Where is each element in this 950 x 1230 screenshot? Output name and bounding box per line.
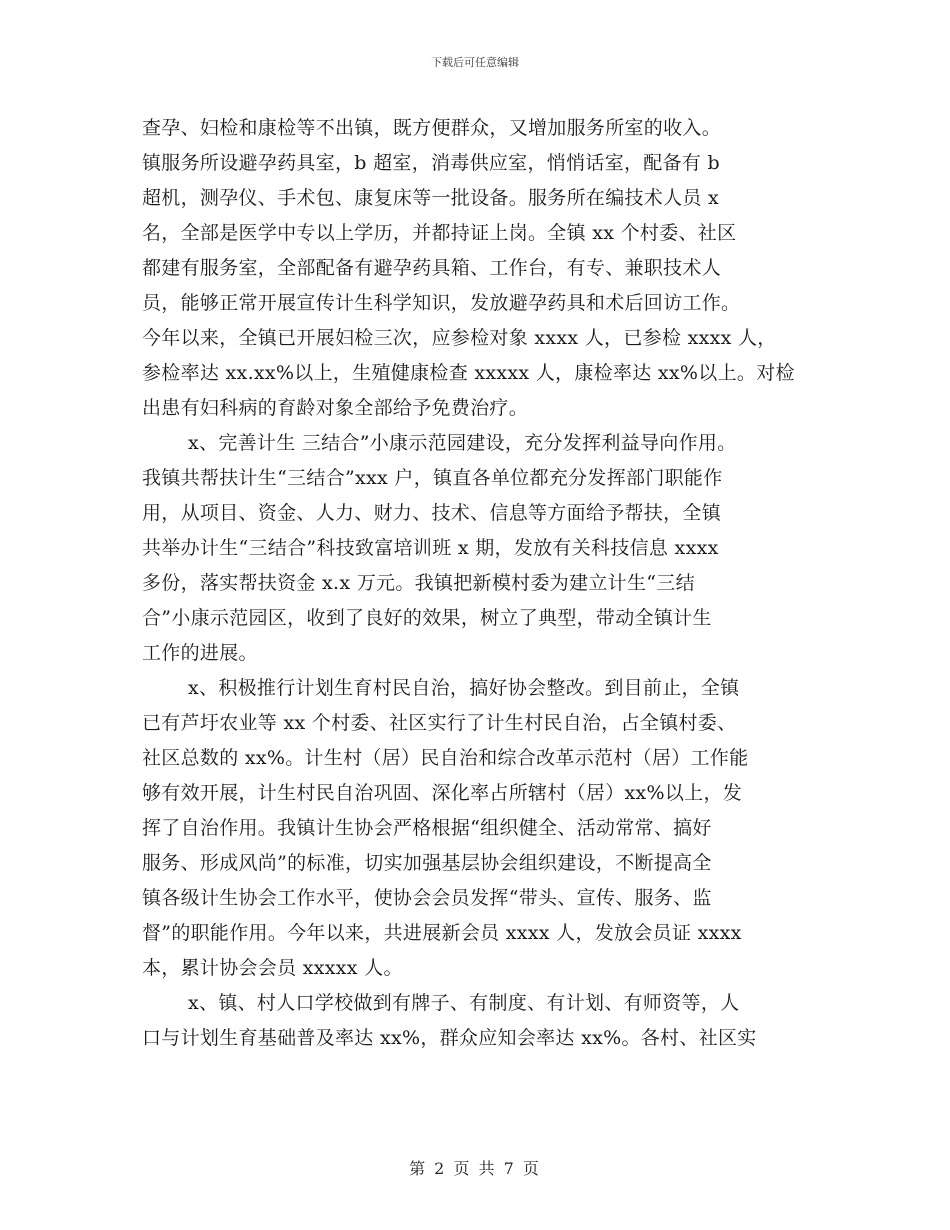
text-line: 参检率达 xx.xx%以上，生殖健康检查 xxxxx 人，康检率达 xx%以上。对检 (142, 362, 795, 384)
document-body (142, 111, 822, 1056)
text-line: 督”的职能作用。今年以来，共进展新会员 xxxx 人，发放会员证 xxxx (142, 922, 742, 944)
text-line: 名，全部是医学中专以上学历，并都持证上岗。全镇 xx 个村委、社区 (142, 222, 737, 244)
page-footer: 第 2 页 共 7 页 (409, 1159, 541, 1178)
text-line: 共举办计生“三结合”科技致富培训班 x 期，发放有关科技信息 xxxx (142, 537, 719, 559)
text-line: 都建有服务室，全部配备有避孕药具箱、工作台，有专、兼职技术人 (142, 257, 722, 279)
text-line: 社区总数的 xx%。计生村（居）民自治和综合改革示范村（居）工作能 (142, 747, 749, 769)
text-line: 今年以来，全镇已开展妇检三次，应参检对象 xxxx 人，已参检 xxxx 人， (142, 327, 777, 349)
paragraph-first-line: x、完善计生 三结合”小康示范园建设，充分发挥利益导向作用。 (188, 432, 737, 454)
text-line: 口与计划生育基础普及率达 xx%，群众应知会率达 xx%。各村、社区实 (142, 1027, 757, 1049)
text-line: 本，累计协会会员 xxxxx 人。 (142, 957, 403, 979)
text-line: 工作的进展。 (142, 642, 258, 664)
text-line: 镇各级计生协会工作水平，使协会会员发挥“带头、宣传、服务、监 (142, 887, 712, 909)
text-line: 服务、形成风尚”的标准，切实加强基层协会组织建设，不断提高全 (142, 852, 712, 874)
text-line: 够有效开展，计生村民自治巩固、深化率占所辖村（居）xx%以上，发 (142, 782, 743, 804)
paragraph-first-line: x、镇、村人口学校做到有牌子、有制度、有计划、有师资等，人 (188, 992, 740, 1014)
text-line: 出患有妇科病的育龄对象全部给予免费治疗。 (142, 397, 529, 419)
text-line: 我镇共帮扶计生“三结合”xxx 户，镇直各单位都充分发挥部门职能作 (142, 467, 723, 489)
text-line: 查孕、妇检和康检等不出镇，既方便群众，又增加服务所室的收入。 (142, 117, 722, 139)
text-line: 合”小康示范园区，收到了良好的效果，树立了典型，带动全镇计生 (142, 607, 712, 629)
text-line: 已有芦圩农业等 xx 个村委、社区实行了计生村民自治，占全镇村委、 (142, 712, 737, 734)
paragraph-first-line: x、积极推行计划生育村民自治，搞好协会整改。到目前止，全镇 (188, 677, 740, 699)
text-line: 多份，落实帮扶资金 x.x 万元。我镇把新模村委为建立计生“三结 (142, 572, 695, 594)
text-line: 用，从项目、资金、人力、财力、技术、信息等方面给予帮扶，全镇 (142, 502, 722, 524)
text-line: 挥了自治作用。我镇计生协会严格根据“组织健全、活动常常、搞好 (142, 817, 712, 839)
text-line: 镇服务所设避孕药具室，b 超室，消毒供应室，悄悄话室，配备有 b (142, 152, 721, 174)
page-header: 下载后可任意编辑 (431, 56, 519, 69)
text-line: 超机，测孕仪、手术包、康复床等一批设备。服务所在编技术人员 x (142, 187, 720, 209)
text-line: 员，能够正常开展宣传计生科学知识，发放避孕药具和术后回访工作。 (142, 292, 741, 314)
